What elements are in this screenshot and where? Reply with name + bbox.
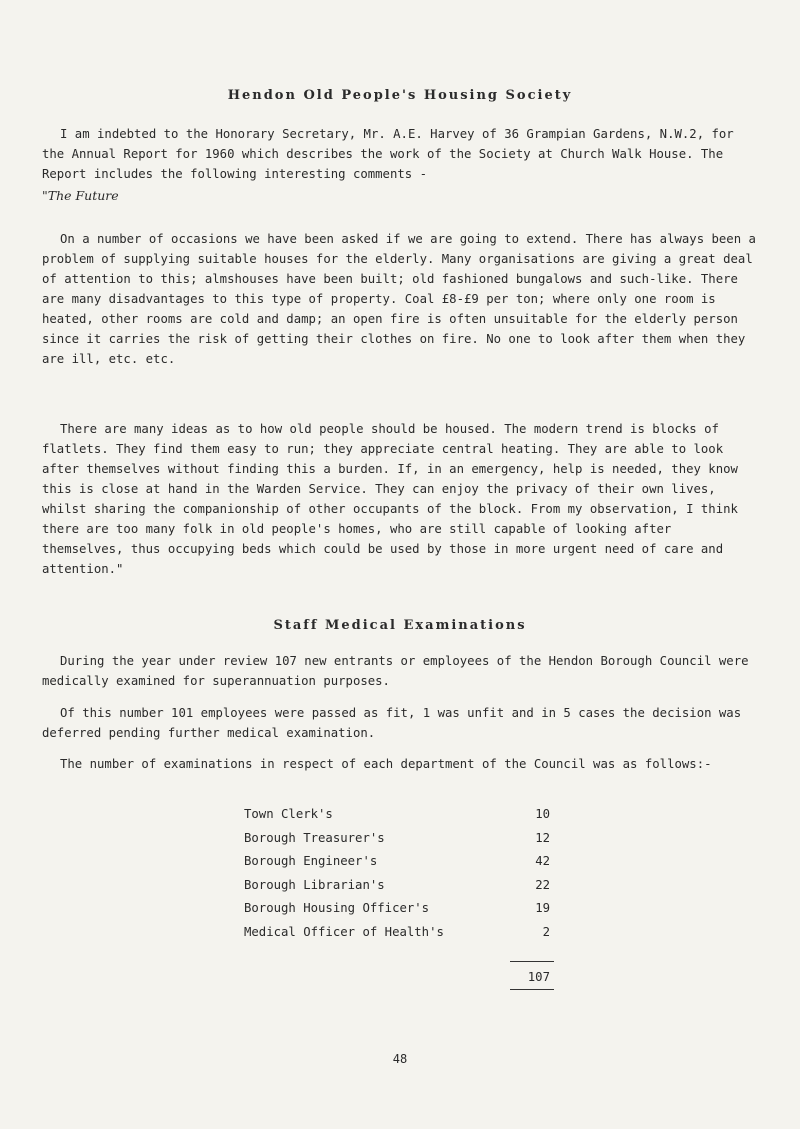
table-row [0, 925, 800, 949]
staff-paragraph-1: During the year under review 107 new entrants or employees of the Hendon Borough Council were medically examined for superannuation purposes. [42, 654, 749, 688]
examinations-table [0, 807, 800, 948]
department-name: Borough Engineer's [244, 854, 378, 868]
future-subheading: "The Future [42, 188, 119, 203]
total-rule-bottom [510, 989, 554, 990]
table-row [0, 901, 800, 925]
total-rule-top [510, 961, 554, 962]
intro-paragraph: I am indebted to the Honorary Secretary, Mr. A.E. Harvey of 36 Grampian Gardens, N.W.2, for the Annual Report for 1960 which describes the work of the Society at Church Walk House. The Report includes the following interesting comments - [42, 127, 734, 181]
department-name: Borough Librarian's [244, 877, 385, 892]
future-paragraph-2: There are many ideas as to how old people should be housed. The modern trend is blocks of flatlets. They find them easy to run; they appreciate central heating. They are able to look after themselves without finding this a burden. If, in an emergency, help is needed, they know this is close at hand in the Warden Service. They can enjoy the privacy of their own lives, whilst sharing the companionship of other occupants of the block. From my observation, I think there are too many folk in old people's homes, who are still capable of looking after themselves, thus occupying beds which could be used by those in more urgent need of care and attention." [42, 422, 738, 576]
table-row [0, 807, 800, 831]
future-paragraph-1: On a number of occasions we have been asked if we are going to extend. There has always been a problem of supplying suitable houses for the elderly. Many organisations are giving a great deal of attention to this; almshouses have been built; old fashioned bungalows and such-like. There are many disadvantages to this type of property. Coal £8-£9 per ton; where only one room is heated, other rooms are cold and damp; an open fire is often unsuitable for the elderly person since it carries the risk of getting their clothes on fire. No one to look after them when they are ill, etc. etc. [42, 232, 756, 366]
department-name: Borough Treasurer's [244, 830, 385, 845]
table-row [0, 854, 800, 878]
examination-count: 12 [535, 830, 550, 845]
section-heading-housing-society: Hendon Old People's Housing Society [227, 88, 573, 103]
staff-paragraph-2: Of this number 101 employees were passed as fit, 1 was unfit and in 5 cases the decision was deferred pending further medical examination. [42, 706, 742, 740]
examination-count: 10 [535, 807, 550, 821]
department-name: Medical Officer of Health's [244, 924, 444, 939]
section-heading-staff-medical: Staff Medical Examinations [273, 618, 527, 633]
table-row [0, 878, 800, 902]
examination-count: 19 [535, 901, 550, 915]
examination-count: 2 [542, 924, 550, 939]
page-number: 48 [392, 1052, 408, 1066]
department-name: Borough Housing Officer's [244, 901, 430, 915]
table-row [0, 831, 800, 855]
examination-count: 42 [535, 854, 550, 868]
examination-count: 22 [535, 877, 550, 892]
total-count: 107 [527, 970, 550, 984]
staff-paragraph-3: The number of examinations in respect of each department of the Council was as follows:- [60, 757, 712, 771]
department-name: Town Clerk's [244, 807, 333, 821]
